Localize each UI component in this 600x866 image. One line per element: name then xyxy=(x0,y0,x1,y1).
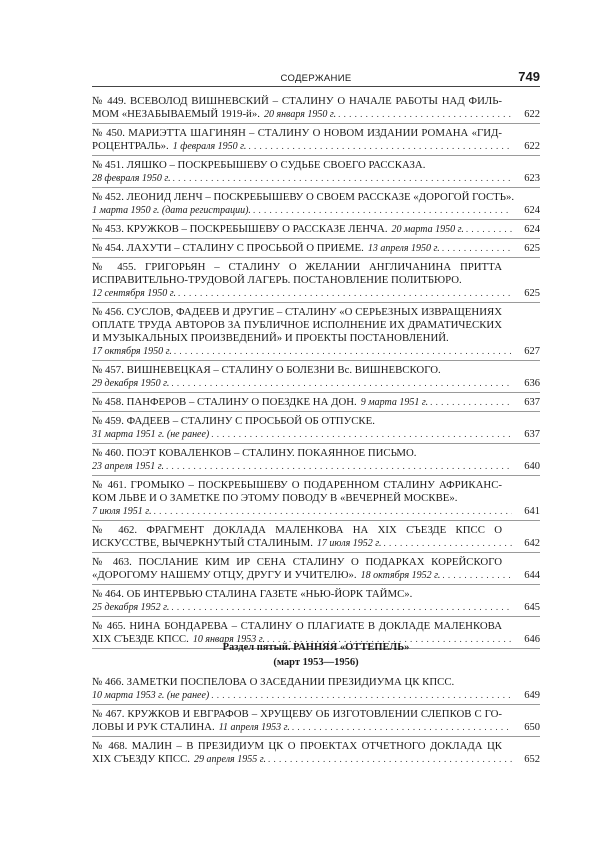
entry-title-line: № 451. ЛЯШКО – ПОСКРЕБЫШЕВУ О СУДЬБЕ СВОЕГО РАССКАЗА. xyxy=(92,159,426,171)
entry-date: 13 апреля 1950 г. xyxy=(367,243,440,254)
entry-title-line: И МУЗЫКАЛЬНЫХ ПРОИЗВЕДЕНИЙ» И ПРОЕКТЫ ПОСТАНОВЛЕНИЙ. xyxy=(92,332,449,344)
dot-leader xyxy=(384,537,513,550)
toc-entry[interactable] xyxy=(92,673,540,704)
entry-page-number: 645 xyxy=(524,602,540,613)
section-title: Раздел пятый. РАННЯЯ «ОТТЕПЕЛЬ» xyxy=(222,642,410,653)
entry-page-number: 642 xyxy=(524,538,540,549)
entry-title-line: № 462. ФРАГМЕНТ ДОКЛАДА МАЛЕНКОВА НА XIX СЪЕЗДЕ КПСС О xyxy=(92,524,502,536)
entry-last-line xyxy=(92,428,540,441)
entry-date: 10 марта 1953 г. (не ранее) xyxy=(92,690,210,701)
entry-date: 7 июля 1951 г. xyxy=(92,506,152,517)
entry-title-text: ИСКУССТВЕ, ВЫЧЕРКНУТЫЙ СТАЛИНЫМ. xyxy=(92,537,313,549)
entry-last-line xyxy=(92,689,540,702)
entry-last-line xyxy=(92,140,540,153)
running-header xyxy=(92,70,540,87)
entry-title-text: «ДОРОГОМУ НАШЕМУ ОТЦУ, ДРУГУ И УЧИТЕЛЮ». xyxy=(92,569,357,581)
entry-page-number: 644 xyxy=(524,570,540,581)
toc-entry[interactable] xyxy=(92,360,540,392)
entry-last-line xyxy=(92,721,540,734)
entry-date: 29 декабря 1950 г. xyxy=(92,378,170,389)
entry-page-number: 627 xyxy=(524,346,540,357)
entry-page-number: 640 xyxy=(524,461,540,472)
entry-last-line xyxy=(92,204,540,217)
entry-date: 28 февраля 1950 г. xyxy=(92,173,171,184)
entry-date: 9 марта 1951 г. xyxy=(360,397,429,408)
dot-leader xyxy=(292,721,512,734)
entry-last-line xyxy=(92,569,540,582)
entry-title-text: МОМ «НЕЗАБЫВАЕМЫЙ 1919-й». xyxy=(92,108,260,120)
toc-entry[interactable] xyxy=(92,123,540,155)
entry-title-line: № 460. ПОЭТ КОВАЛЕНКОВ – СТАЛИНУ. ПОКАЯННОЕ ПИСЬМО. xyxy=(92,447,417,459)
entry-title-line: № 461. ГРОМЫКО – ПОСКРЕБЫШЕВУ О ПОДАРЕННОМ СТАЛИНУ АФРИКАНС- xyxy=(92,479,502,491)
toc-entry[interactable] xyxy=(92,302,540,360)
toc-entry[interactable] xyxy=(92,443,540,475)
toc-entry[interactable] xyxy=(92,155,540,187)
entry-page-number: 637 xyxy=(524,429,540,440)
entry-title-line: № 468. МАЛИН – В ПРЕЗИДИУМ ЦК О ПРОЕКТАХ ОТЧЕТНОГО ДОКЛАДА ЦК xyxy=(92,740,502,752)
entry-date: 20 января 1950 г. xyxy=(263,109,337,120)
entry-title-text: XIX СЪЕЗДЕ КПСС. xyxy=(92,633,189,645)
toc-entry[interactable] xyxy=(92,704,540,736)
entry-title-line: ОПЛАТЕ ТРУДА АВТОРОВ ЗА ПУБЛИЧНОЕ ИСПОЛНЕНИЕ ИХ ДРАМАТИЧЕСКИХ xyxy=(92,319,502,331)
toc-entry[interactable] xyxy=(92,92,540,123)
toc-entry[interactable] xyxy=(92,411,540,443)
running-header-title: СОДЕРЖАНИЕ xyxy=(280,73,352,84)
entry-page-number: 646 xyxy=(524,634,540,645)
entry-page-number: 637 xyxy=(524,397,540,408)
entry-page-number: 641 xyxy=(524,506,540,517)
entry-page-number: 652 xyxy=(524,754,540,765)
entry-date: 1 февраля 1950 г. xyxy=(172,141,247,152)
toc-entry[interactable] xyxy=(92,552,540,584)
entry-page-number: 650 xyxy=(524,722,540,733)
entry-last-line xyxy=(92,753,540,766)
toc-entry[interactable] xyxy=(92,219,540,238)
entry-page-number: 624 xyxy=(524,205,540,216)
entry-page-number: 623 xyxy=(524,173,540,184)
entry-last-line xyxy=(92,172,540,185)
entry-date: 20 марта 1950 г. xyxy=(391,224,464,235)
dot-leader xyxy=(166,460,512,473)
toc-entry[interactable] xyxy=(92,736,540,768)
toc-entry[interactable] xyxy=(92,392,540,411)
entry-title-text: № 453. КРУЖКОВ – ПОСКРЕБЫШЕВУ О РАССКАЗЕ ЛЕНЧА. xyxy=(92,223,388,235)
entry-title-text: XIX СЪЕЗДУ КПСС. xyxy=(92,753,190,765)
entry-date: 11 апреля 1953 г. xyxy=(218,722,290,733)
entry-date: 25 декабря 1952 г. xyxy=(92,602,170,613)
entry-date: 18 октября 1952 г. xyxy=(360,570,441,581)
dot-leader xyxy=(442,569,512,582)
dot-leader xyxy=(466,223,512,236)
toc-list-section-five xyxy=(92,673,540,768)
dot-leader xyxy=(173,172,512,185)
entry-page-number: 622 xyxy=(524,141,540,152)
dot-leader xyxy=(211,689,512,702)
entry-title-line: № 455. ГРИГОРЬЯН – СТАЛИНУ О ЖЕЛАНИИ АНГЛИЧАНИНА ПРИТТА xyxy=(92,261,502,273)
dot-leader xyxy=(253,204,512,217)
toc-entry[interactable] xyxy=(92,475,540,520)
dot-leader xyxy=(211,428,512,441)
entry-last-line xyxy=(92,460,540,473)
entry-title-line: № 450. МАРИЭТТА ШАГИНЯН – СТАЛИНУ О НОВОМ ИЗДАНИИ РОМАНА «ГИД- xyxy=(92,127,502,139)
entry-last-line xyxy=(92,601,540,614)
entry-last-line xyxy=(92,223,540,236)
page-number: 749 xyxy=(518,69,540,84)
entry-last-line xyxy=(92,242,540,255)
entry-date: 23 апреля 1951 г. xyxy=(92,461,164,472)
entry-title-line: № 465. НИНА БОНДАРЕВА – СТАЛИНУ О ПЛАГИАТЕ В ДОКЛАДЕ МАЛЕНКОВА xyxy=(92,620,502,632)
entry-date: 12 сентября 1950 г. xyxy=(92,288,177,299)
entry-page-number: 622 xyxy=(524,109,540,120)
entry-title-line: КОМ ЛЬВЕ И О ЗАМЕТКЕ ПО ЭТОМУ ПОВОДУ В «ВЕЧЕРНЕЙ МОСКВЕ». xyxy=(92,492,458,504)
entry-date: 10 января 1953 г. xyxy=(192,634,265,645)
entry-date: 29 апреля 1955 г. xyxy=(194,754,266,765)
entry-last-line xyxy=(92,537,540,550)
entry-title-line: № 459. ФАДЕЕВ – СТАЛИНУ С ПРОСЬБОЙ ОБ ОТПУСКЕ. xyxy=(92,415,375,427)
entry-title-text: № 454. ЛАХУТИ – СТАЛИНУ С ПРОСЬБОЙ О ПРИЕМЕ. xyxy=(92,242,364,254)
dot-leader xyxy=(442,242,512,255)
entry-page-number: 625 xyxy=(524,243,540,254)
entry-title-line: ИСПРАВИТЕЛЬНО-ТРУДОВОЙ ЛАГЕРЬ. ПОСТАНОВЛЕНИЕ ПОЛИТБЮРО. xyxy=(92,274,462,286)
entry-title-text: РОЦЕНТРАЛЬ». xyxy=(92,140,169,152)
entry-last-line xyxy=(92,108,540,121)
toc-entry[interactable] xyxy=(92,187,540,219)
toc-entry[interactable] xyxy=(92,520,540,552)
toc-entry[interactable] xyxy=(92,257,540,302)
dot-leader xyxy=(178,287,512,300)
entry-title-line: № 464. ОБ ИНТЕРВЬЮ СТАЛИНА ГАЗЕТЕ «НЬЮ-ЙОРК ТАЙМС». xyxy=(92,588,413,600)
dot-leader xyxy=(171,601,512,614)
section-subtitle: (март 1953—1956) xyxy=(273,657,359,668)
entry-page-number: 624 xyxy=(524,224,540,235)
section-heading xyxy=(92,640,540,670)
entry-title-line: № 456. СУСЛОВ, ФАДЕЕВ И ДРУГИЕ – СТАЛИНУ «О СЕРЬЕЗНЫХ ИЗВРАЩЕНИЯХ xyxy=(92,306,502,318)
toc-entry[interactable] xyxy=(92,584,540,616)
entry-title-text: № 458. ПАНФЕРОВ – СТАЛИНУ О ПОЕЗДКЕ НА ДОН. xyxy=(92,396,357,408)
entry-title-line: № 452. ЛЕОНИД ЛЕНЧ – ПОСКРЕБЫШЕВУ О СВОЕМ РАССКАЗЕ «ДОРОГОЙ ГОСТЬ». xyxy=(92,191,515,203)
dot-leader xyxy=(174,345,512,358)
dot-leader xyxy=(248,140,512,153)
entry-title-line: № 457. ВИШНЕВЕЦКАЯ – СТАЛИНУ О БОЛЕЗНИ Вс. ВИШНЕВСКОГО. xyxy=(92,364,441,376)
entry-last-line xyxy=(92,287,540,300)
dot-leader xyxy=(430,396,512,409)
entry-last-line xyxy=(92,396,540,409)
toc-entry[interactable] xyxy=(92,238,540,257)
entry-last-line xyxy=(92,505,540,518)
entry-last-line xyxy=(92,345,540,358)
dot-leader xyxy=(171,377,512,390)
entry-page-number: 625 xyxy=(524,288,540,299)
entry-date: 1 марта 1950 г. (дата регистрации). xyxy=(92,205,251,216)
entry-title-line: № 449. ВСЕВОЛОД ВИШНЕВСКИЙ – СТАЛИНУ О НАЧАЛЕ РАБОТЫ НАД ФИЛЬ- xyxy=(92,95,502,107)
entry-page-number: 636 xyxy=(524,378,540,389)
entry-title-line: № 466. ЗАМЕТКИ ПОСПЕЛОВА О ЗАСЕДАНИИ ПРЕЗИДИУМА ЦК КПСС. xyxy=(92,676,455,688)
entry-title-line: № 463. ПОСЛАНИЕ КИМ ИР СЕНА СТАЛИНУ О ПОДАРКАХ КОРЕЙСКОГО xyxy=(92,556,502,568)
entry-title-line: № 467. КРУЖКОВ И ЕВГРАФОВ – ХРУЩЕВУ ОБ ИЗГОТОВЛЕНИИ СЛЕПКОВ С ГО- xyxy=(92,708,502,720)
entry-date: 31 марта 1951 г. (не ранее) xyxy=(92,429,210,440)
entry-page-number: 649 xyxy=(524,690,540,701)
entry-title-text: ЛОВЫ И РУК СТАЛИНА. xyxy=(92,721,215,733)
toc-list xyxy=(92,92,540,649)
dot-leader xyxy=(154,505,512,518)
entry-date: 17 июля 1952 г. xyxy=(316,538,382,549)
dot-leader xyxy=(338,108,512,121)
entry-last-line xyxy=(92,377,540,390)
dot-leader xyxy=(268,753,512,766)
entry-date: 17 октября 1950 г. xyxy=(92,346,172,357)
